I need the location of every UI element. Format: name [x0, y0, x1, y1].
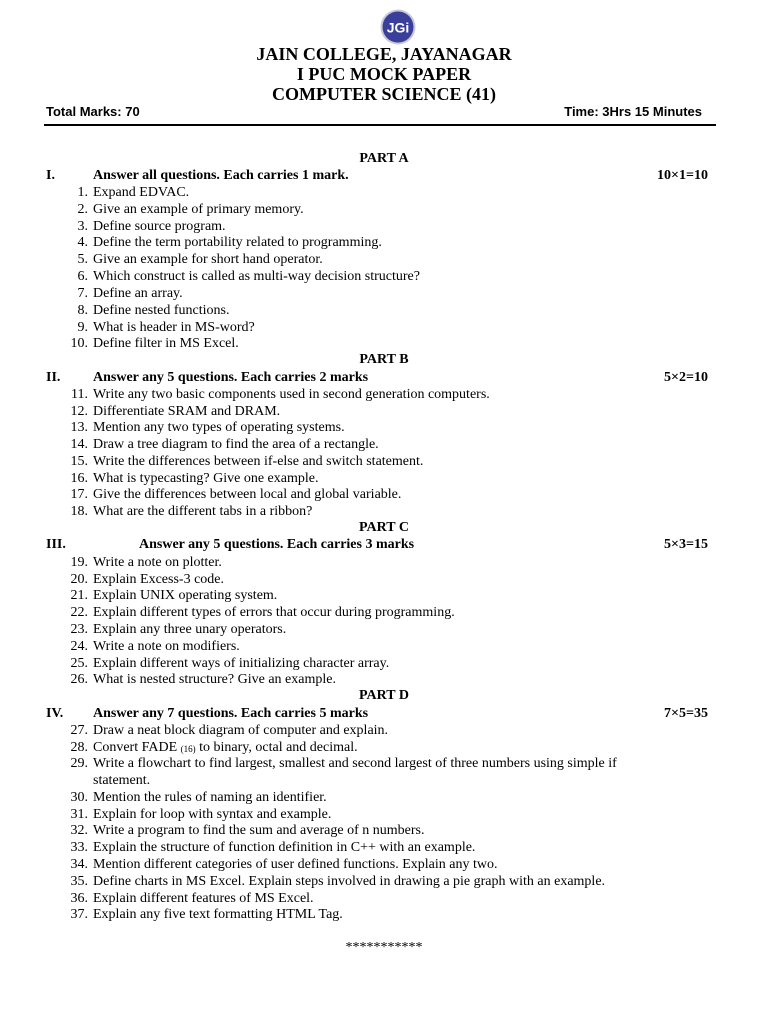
question-item: 26. What is nested structure? Give an example. [70, 672, 336, 687]
part-a-heading: PART A [359, 151, 409, 166]
section-numeral: I. [46, 168, 55, 183]
question-item: 10. Define filter in MS Excel. [70, 336, 239, 351]
section-instruction: Answer all questions. Each carries 1 mark. [93, 168, 349, 183]
question-item: 8. Define nested functions. [77, 303, 230, 318]
question-item: 14. Draw a tree diagram to find the area of a rectangle. [70, 437, 379, 452]
question-item: 28. Convert FADE $_{(16)}$ to binary, octal and decimal. [70, 740, 358, 755]
question-item: 15. Write the differences between if-else and switch statement. [70, 454, 424, 469]
paper-title: I PUC MOCK PAPER [296, 64, 472, 84]
question-item: 3. Define source program. [77, 219, 226, 234]
question-item: 36. Explain different features of MS Excel. [70, 891, 314, 906]
question-item: 20. Explain Excess-3 code. [70, 572, 225, 587]
question-item: 23. Explain any three unary operators. [70, 622, 287, 637]
section-marks: 5×3=15 [664, 537, 708, 552]
question-item: 35. Define charts in MS Excel. Explain steps involved in drawing a pie graph with an example. [70, 874, 606, 889]
question-item: 21. Explain UNIX operating system. [70, 588, 278, 603]
part-b-heading: PART B [359, 352, 409, 367]
section-instruction: Answer any 5 questions. Each carries 3 marks [139, 537, 415, 552]
subject-title: COMPUTER SCIENCE (41) [271, 84, 496, 104]
question-item: 31. Explain for loop with syntax and example. [70, 807, 332, 822]
total-marks: Total Marks: 70 [46, 104, 140, 119]
question-item: 4. Define the term portability related to programming. [77, 235, 382, 250]
part-c-heading: PART C [359, 520, 409, 535]
question-item-continuation: statement. [93, 773, 151, 788]
question-item: 13. Mention any two types of operating systems. [70, 420, 345, 435]
question-item: 37. Explain any five text formatting HTML Tag. [70, 907, 343, 922]
college-name: JAIN COLLEGE, JAYANAGAR [256, 44, 512, 64]
exam-time: Time: 3Hrs 15 Minutes [564, 104, 702, 119]
section-marks: 7×5=35 [664, 706, 708, 721]
section-instruction: Answer any 5 questions. Each carries 2 marks [93, 370, 369, 385]
question-item: 27. Draw a neat block diagram of computer and explain. [70, 723, 389, 738]
question-item: 25. Explain different ways of initializing character array. [70, 656, 390, 671]
section-marks: 5×2=10 [664, 370, 708, 385]
question-item: 22. Explain different types of errors that occur during programming. [70, 605, 455, 620]
question-item: 11. Write any two basic components used in second generation computers. [71, 387, 490, 402]
question-item: 5. Give an example for short hand operator. [77, 252, 323, 267]
question-item: 30. Mention the rules of naming an identifier. [70, 790, 327, 805]
question-item: 16. What is typecasting? Give one example. [70, 471, 319, 486]
question-item: 7. Define an array. [77, 286, 183, 301]
question-item: 2. Give an example of primary memory. [77, 202, 304, 217]
question-item: 32. Write a program to find the sum and average of n numbers. [70, 823, 425, 838]
question-item: 19. Write a note on plotter. [70, 555, 222, 570]
end-of-paper-marker: *********** [345, 940, 423, 955]
question-item: 29. Write a flowchart to find largest, smallest and second largest of three numbers using simple if [70, 756, 617, 771]
question-item: 1. Expand EDVAC. [77, 185, 190, 200]
question-item: 6. Which construct is called as multi-way decision structure? [77, 269, 420, 284]
question-item: 9. What is header in MS-word? [77, 320, 255, 335]
question-item: 33. Explain the structure of function definition in C++ with an example. [70, 840, 476, 855]
section-numeral: III. [46, 537, 66, 552]
section-marks: 10×1=10 [657, 168, 708, 183]
question-item: 24. Write a note on modifiers. [70, 639, 240, 654]
question-item: 34. Mention different categories of user defined functions. Explain any two. [70, 857, 498, 872]
section-numeral: IV. [46, 706, 64, 721]
header-divider [44, 124, 716, 126]
college-logo [379, 9, 417, 45]
base-subscript: (16) [180, 744, 196, 754]
section-instruction: Answer any 7 questions. Each carries 5 marks [93, 706, 369, 721]
svg-text:JGi: JGi [386, 19, 410, 36]
section-numeral: II. [46, 370, 61, 385]
part-d-heading: PART D [359, 688, 409, 703]
question-item: 18. What are the different tabs in a ribbon? [70, 504, 313, 519]
question-item: 17. Give the differences between local and global variable. [70, 487, 402, 502]
question-item: 12. Differentiate SRAM and DRAM. [70, 404, 281, 419]
